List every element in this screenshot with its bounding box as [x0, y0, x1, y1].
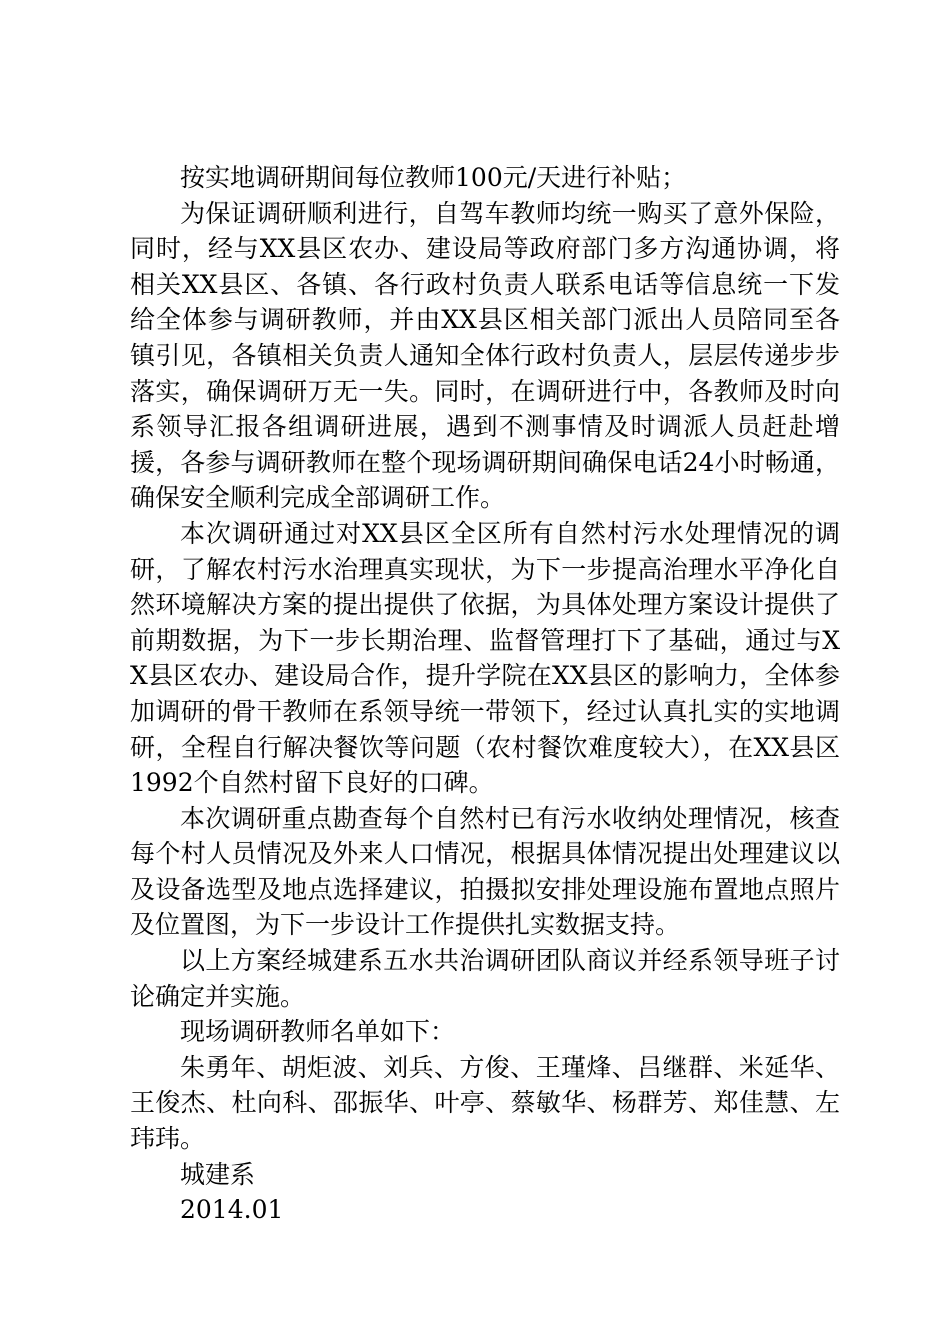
- paragraph-focus: 本次调研重点勘查每个自然村已有污水收纳处理情况，核查每个村人员情况及外来人口情况，根据具体情况提出处理建议以及设备选型及地点选择建议，拍摄拟安排处理设施布置地点照片及位置图，为下一步设计工作提供扎实数据支持。: [130, 803, 840, 940]
- paragraph-subsidy: 按实地调研期间每位教师100元/天进行补贴；: [180, 163, 687, 192]
- document-page: [130, 160, 840, 1228]
- signature-department: 城建系: [180, 1159, 256, 1189]
- paragraph-outcomes: 本次调研通过对XX县区全区所有自然村污水处理情况的调研，了解农村污水治理真实现状，为下一步提高治理水平净化自然环境解决方案的提出提供了依据，为具体处理方案设计提供了前期数据，为下一步长期治理、监督管理打下了基础，通过与XX县区农办、建设局合作，提升学院在XX县区的影响力，全体参加调研的骨干教师在系领导统一带领下，经过认真扎实的实地调研，全程自行解决餐饮等问题（农村餐饮难度较大），在XX县区1992个自然村留下良好的口碑。: [130, 518, 840, 798]
- paragraph-list-heading: 现场调研教师名单如下：: [180, 1017, 456, 1047]
- paragraph-safety: 为保证调研顺利进行，自驾车教师均统一购买了意外保险，同时，经与XX县区农办、建设局等政府部门多方沟通协调，将相关XX县区、各镇、各行政村负责人联系电话等信息统一下发给全体参与调研教师，并由XX县区相关部门派出人员陪同至各镇引见，各镇相关负责人通知全体行政村负责人，层层传递步步落实，确保调研万无一失。同时，在调研进行中，各教师及时向系领导汇报各组调研进展，遇到不测事情及时调派人员赶赴增援，各参与调研教师在整个现场调研期间确保电话24小时畅通，确保安全顺利完成全部调研工作。: [130, 198, 840, 513]
- signature-date: 2014.01: [180, 1195, 284, 1225]
- paragraph-approval: 以上方案经城建系五水共治调研团队商议并经系领导班子讨论确定并实施。: [130, 946, 840, 1011]
- paragraph-teacher-names: 朱勇年、胡炬波、刘兵、方俊、王瑾烽、吕继群、米延华、王俊杰、杜向科、邵振华、叶亭、蔡敏华、杨群芳、郑佳慧、左玮玮。: [130, 1052, 840, 1154]
